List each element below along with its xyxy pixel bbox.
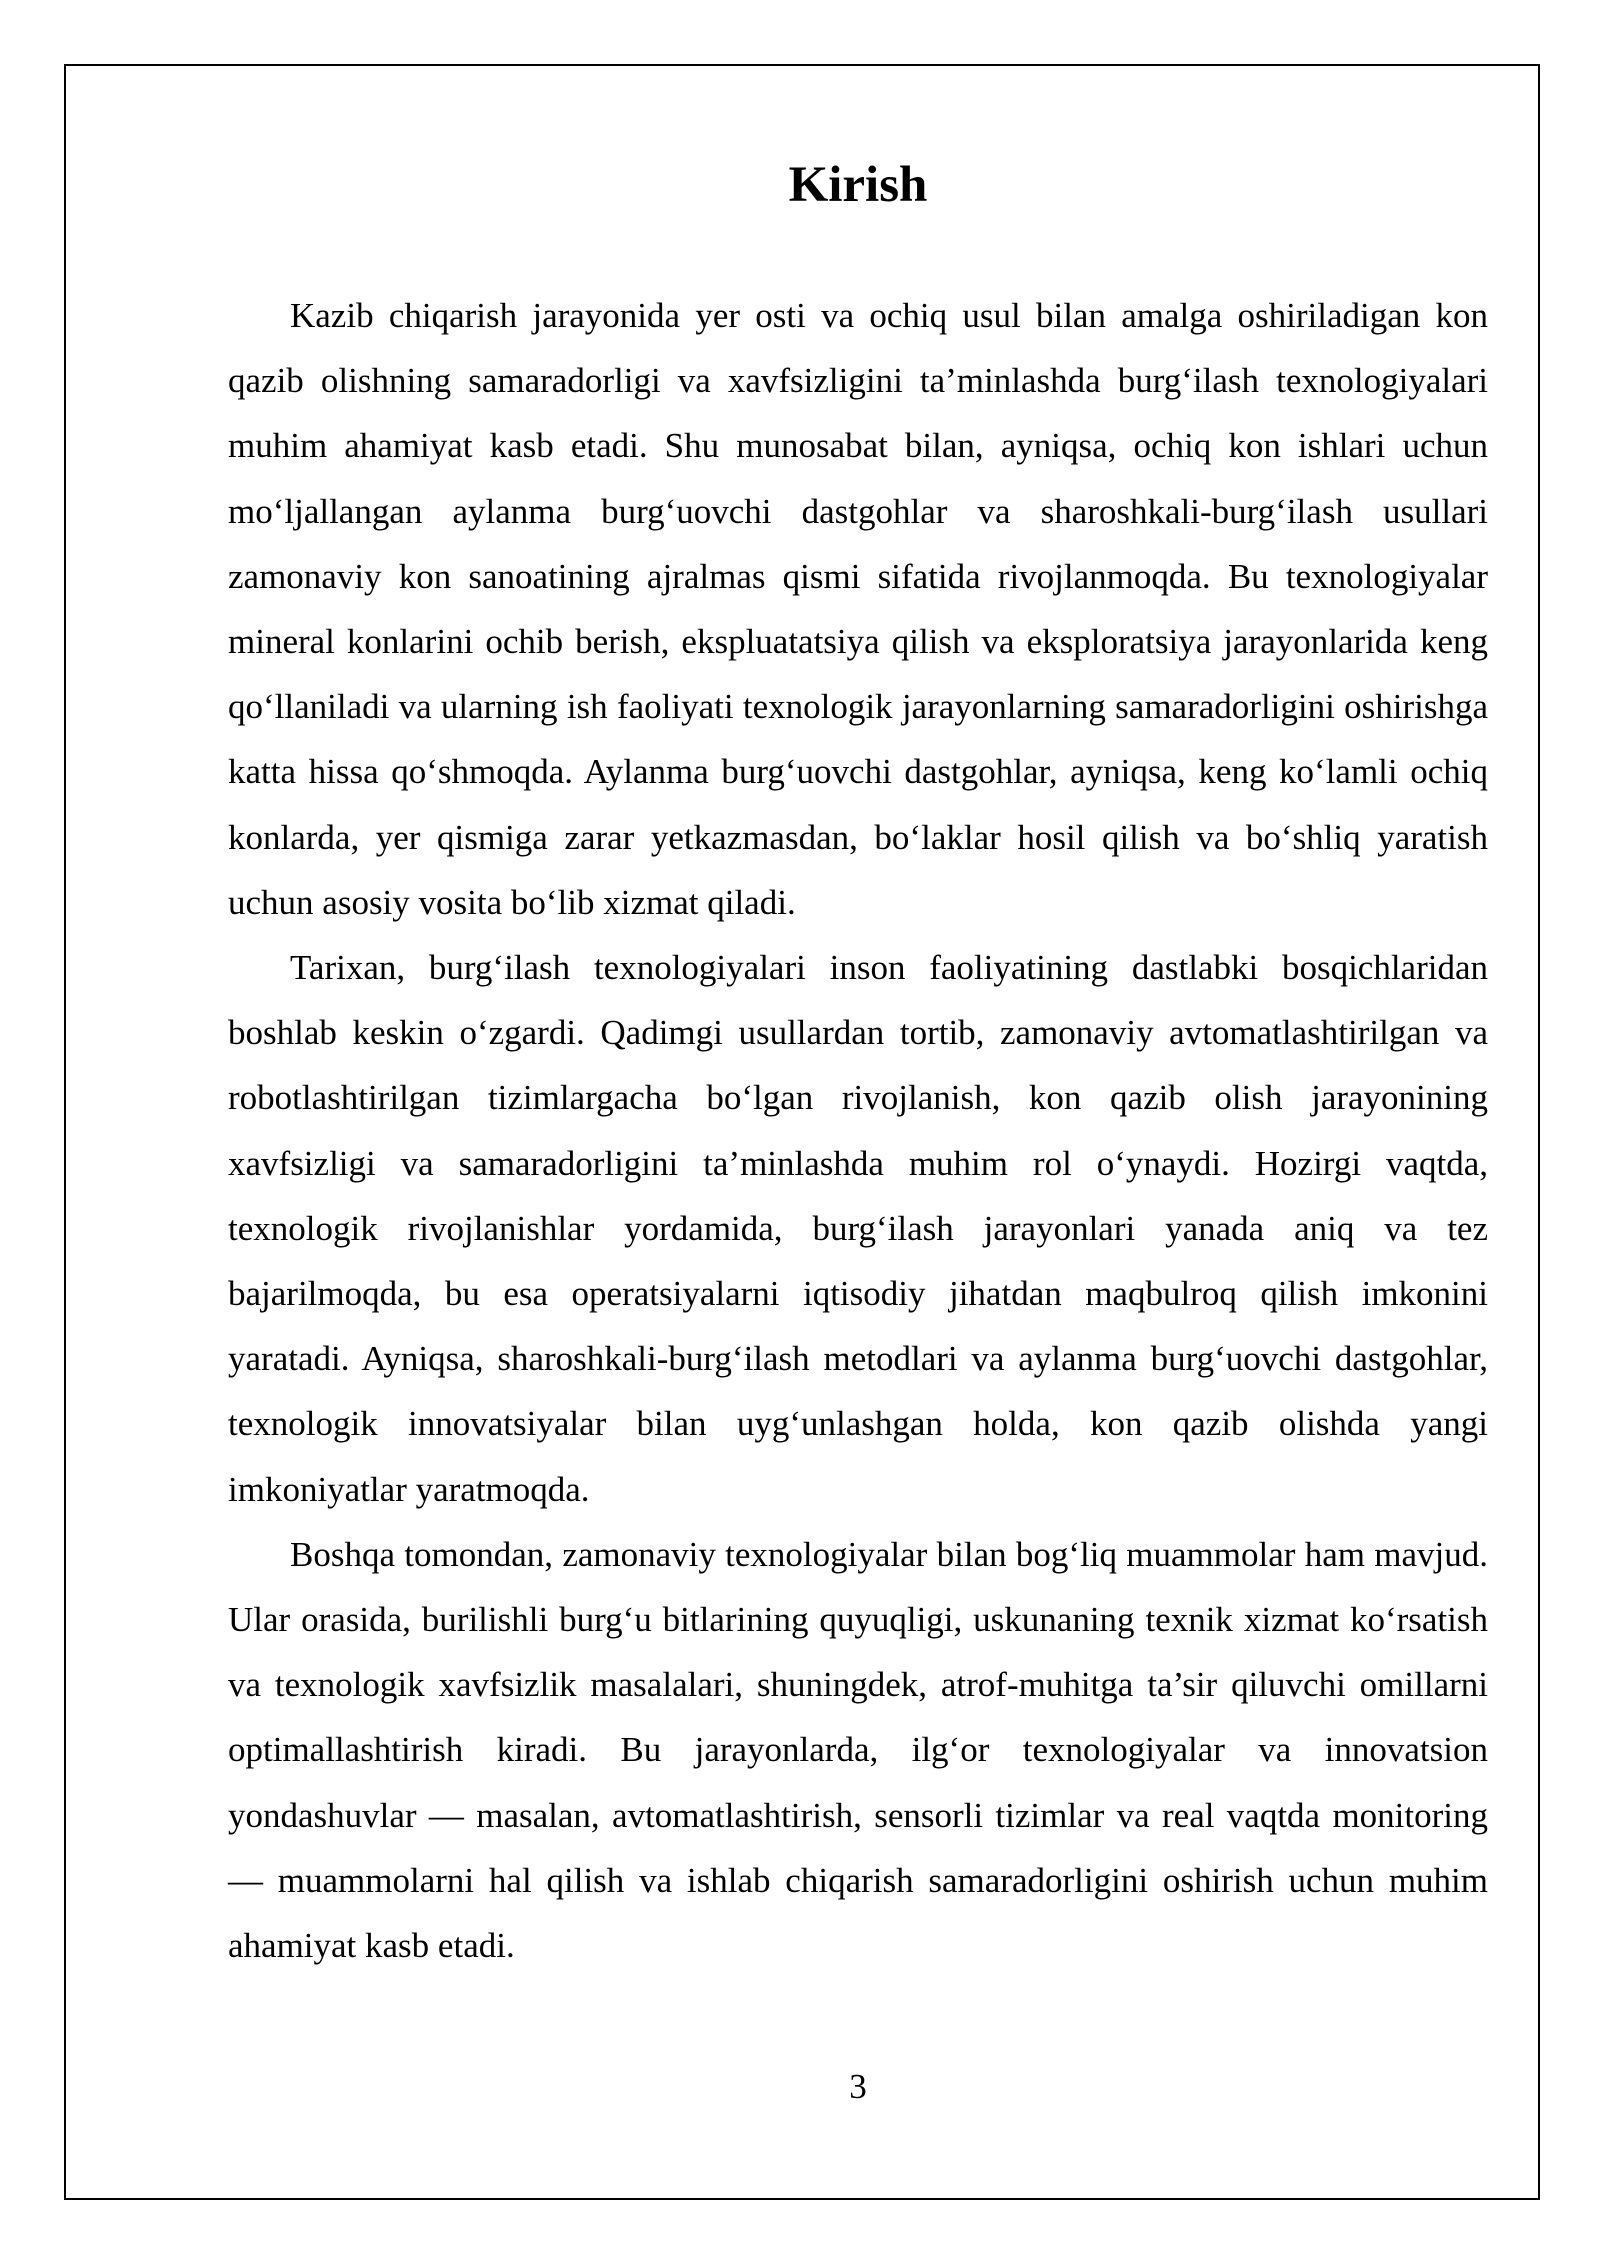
body-text <box>228 283 1488 1978</box>
page-number: 3 <box>849 2067 867 2106</box>
section-title: Kirish <box>788 157 928 213</box>
paragraph-2: Tarixan, burg‘ilash texnologiyalari inson faoliyatining dastlabki bosqichlaridan boshlab keskin o‘zgardi. Qadimgi usullardan tortib, zamonaviy avtomatlashtirilgan va robotlashtirilgan tizimlargacha bo‘lgan rivojlanish, kon qazib olish jarayonining xavfsizligi va samaradorligini ta’minlashda muhim rol o‘ynaydi. Hozirgi vaqtda, texnologik rivojlanishlar yordamida, burg‘ilash jarayonlari yanada aniq va tez bajarilmoqda, bu esa operatsiyalarni iqtisodiy jihatdan maqbulroq qilish imkonini yaratadi. Ayniqsa, sharoshkali-burg‘ilash metodlari va aylanma burg‘uovchi dastgohlar, texnologik innovatsiyalar bilan uyg‘unlashgan holda, kon qazib olishda yangi imkoniyatlar yaratmoqda. <box>228 948 1488 1509</box>
paragraph-1: Kazib chiqarish jarayonida yer osti va ochiq usul bilan amalga oshiriladigan kon qazib olishning samaradorligi va xavfsizligini ta’minlashda burg‘ilash texnologiyalari muhim ahamiyat kasb etadi. Shu munosabat bilan, ayniqsa, ochiq kon ishlari uchun mo‘ljallangan aylanma burg‘uovchi dastgohlar va sharoshkali-burg‘ilash usullari zamonaviy kon sanoatining ajralmas qismi sifatida rivojlanmoqda. Bu texnologiyalar mineral konlarini ochib berish, ekspluatatsiya qilish va eksploratsiya jarayonlarida keng qo‘llaniladi va ularning ish faoliyati texnologik jarayonlarning samaradorligini oshirishga katta hissa qo‘shmoqda. Aylanma burg‘uovchi dastgohlar, ayniqsa, keng ko‘lamli ochiq konlarda, yer qismiga zarar yetkazmasdan, bo‘laklar hosil qilish va bo‘shliq yaratish uchun asosiy vosita bo‘lib xizmat qiladi. <box>228 296 1488 922</box>
paragraph-3: Boshqa tomondan, zamonaviy texnologiyalar bilan bog‘liq muammolar ham mavjud. Ular orasida, burilishli burg‘u bitlarining quyuqligi, uskunaning texnik xizmat ko‘rsatish va texnologik xavfsizlik masalalari, shuningdek, atrof-muhitga ta’sir qiluvchi omillarni optimallashtirish kiradi. Bu jarayonlarda, ilg‘or texnologiyalar va innovatsion yondashuvlar — masalan, avtomatlashtirish, sensorli tizimlar va real vaqtda monitoring — muammolarni hal qilish va ishlab chiqarish samaradorligini oshirish uchun muhim ahamiyat kasb etadi. <box>228 1534 1488 1966</box>
